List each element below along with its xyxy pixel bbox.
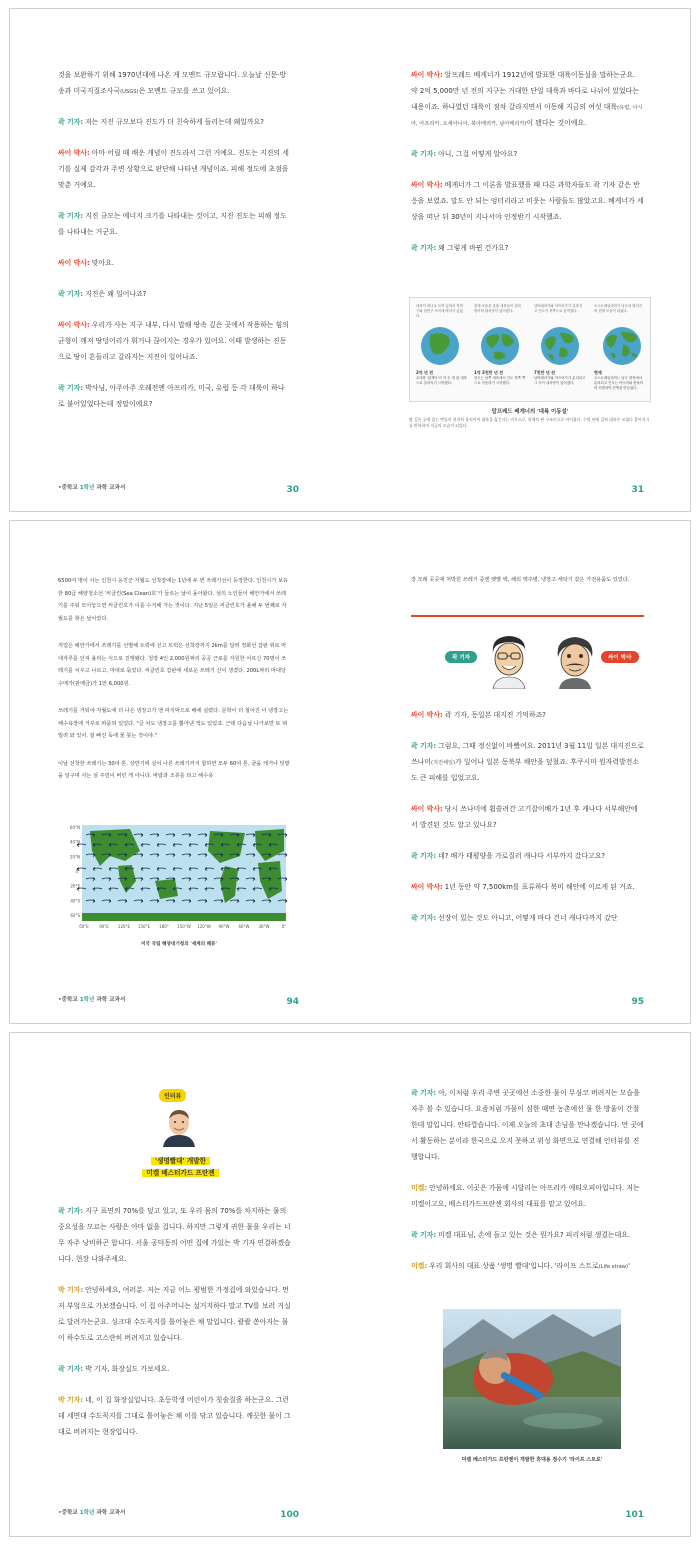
paragraph (411, 707, 644, 723)
paragraph-text: 1년 동안 약 7,500km를 표류하다 북미 해안에 이르게 된 거죠. (444, 883, 635, 891)
paragraph-text: 쓰레기를 거둬야 자월도에 더 나은 냉장고가 앤 마지막으로 배에 실렸다. 문학이 더 철어진 이 냉장고는 해수욕장에 거꾸로 파묻혀 있었다. "글 차도 냉장고를 뽑아낸 적도 있었죠. 근데 다음날 나가보면 또 떠밀려 와 있어. 잘 빠진 독에 물 붓는 것이야." (58, 708, 289, 739)
book-footer: •중학교 1학년 과학 교과서 (58, 997, 126, 1003)
stage-label: 2억 년 전 초대륙 '판게아'가 약 두 개 판 대륙으로 갈라지기 시작했다. (416, 370, 467, 385)
map-y-tick: 0° (75, 869, 80, 874)
doctor-bubble: 싸이 박사 (601, 651, 639, 663)
dialogue-column (411, 67, 644, 271)
speaker-label: 곽 기자: (411, 914, 437, 922)
page-number: 94 (286, 997, 299, 1007)
speaker-label: 싸이 박사: (58, 149, 90, 157)
paragraph-text: 아마 어릴 때 배운 개념이 진도라서 그런 거예요. 진도는 지진의 세기를 실제 감각과 주변 상황으로 판단해 나타낸 개념이죠. 피해 정도에 초점을 맞춘 거예요. (58, 149, 289, 189)
speaker-label: 박 기자: (58, 1286, 84, 1294)
paragraph (58, 1203, 291, 1267)
map-caption: 미국 국립 해양대기청의 '세계의 해류' (141, 942, 217, 947)
page-95 (351, 521, 691, 1023)
map-y-tick: 40°S (70, 898, 80, 904)
stage-caption: 남아메리카와 아프리카가 갈라지고 인도가 북쪽으로 움직였다. (534, 304, 583, 313)
speaker-label: 미켈: (411, 1262, 428, 1270)
paragraph (411, 177, 644, 225)
paragraph (58, 1282, 291, 1346)
paragraph-text: 그럼요, 그때 정신없이 바빴어요. 2011년 3월 11일 일본 대지진으로 쓰나미 (411, 742, 644, 766)
paragraph (411, 1258, 644, 1274)
speaker-label: 곽 기자: (411, 852, 437, 860)
paragraph (58, 640, 291, 690)
book-footer: •중학교 1학년 과학 교과서 (58, 485, 126, 491)
dialogue-column (411, 707, 644, 941)
paragraph-text-tail: 가 일어나 일본 동북부 해안을 덮쳤죠. 후쿠시마 원자력발전소도 큰 피해를 입었고요. (411, 758, 639, 782)
ocean-currents-map (70, 821, 288, 933)
interview-headline-1: '생명빨대' 개발한 (10, 1155, 351, 1165)
inline-note: (유럽, 아시아, 아프리카, 오세아니아, 북아메리카, 남아메리카) (411, 105, 643, 127)
stage-label: 7천만 년 전 남아메리카와 아프리카가 분리되고 그 사이 대서양이 넓어졌다. (534, 370, 586, 385)
speaker-label: 싸이 박사: (411, 805, 443, 813)
paragraph (58, 575, 291, 625)
footer-suffix: 과학 교과서 (96, 485, 126, 491)
figure-description: 땅 깊은 곳에 있는 맨틀이 천천히 움직이며 대륙을 옮긴다는 이론으로, 현재의 판 구조론으로 이어졌다. 수억 년에 걸쳐 대륙은 모였다 흩어지기를 반복하며 지금의 모습이 되었다. (409, 417, 650, 428)
paragraph-text: 안녕하세요. 이곳은 가뭄에 시달리는 아프리카 에티오피아입니다. 저는 미켈이고요, 베스터가드프란센 회사의 대표를 맡고 있어요. (411, 1184, 640, 1208)
footer-prefix: 중학교 (61, 1510, 78, 1516)
speaker-label: 곽 기자: (411, 150, 437, 158)
interview-headline-2: 미켈 베스터가드 프란젠 (10, 1167, 351, 1177)
map-y-tick: 60°S (70, 913, 80, 918)
speaker-label: 싸이 박사: (411, 181, 443, 189)
paragraph-text: 선장이 있는 것도 아니고, 어떻게 바다 건너 캐나다까지 갔단 (438, 914, 618, 922)
article-column (58, 575, 291, 798)
paragraph (411, 1227, 644, 1243)
map-x-tick: 60°E (79, 924, 89, 929)
paragraph-text: 지구 표면의 70%를 덮고 있고, 또 우리 몸의 70%를 차지하는 물의 중요성을 모르는 사람은 아마 없을 겁니다. 하지만 그렇게 귀한 물을 우리는 너무 자주 낭비하곤 합니다. 서울 공덕동의 어떤 집에 가있는 박 기자 연결하겠습니다. 현장 나와주세요. (58, 1207, 291, 1263)
doctor-caricature-icon (553, 633, 597, 689)
paragraph (411, 879, 644, 895)
paragraph-text: 박사님, 아주아주 오래전엔 아프리카, 미국, 유럽 등 각 대륙이 하나로 붙어있었다는데 정말이에요? (58, 384, 285, 408)
map-y-tick: 20°N (70, 854, 80, 860)
continental-drift-figure (409, 297, 651, 402)
paragraph-text-tail: 은 모멘트 규모를 쓰고 있어요. (138, 87, 230, 95)
map-x-tick: 90°E (99, 924, 109, 929)
map-x-tick: 180° (159, 924, 169, 929)
map-x-tick: 120°W (197, 924, 211, 929)
paragraph-text: 박 기자, 화장실도 가보세요. (85, 1365, 170, 1373)
map-x-tick: 60°W (238, 924, 250, 929)
page-number: 31 (631, 485, 644, 495)
paragraph-text: 직업은 해안가에서 쓰레기를 선별해 트럭에 싣고 트럭은 선착장까지 2km를 달려 정화선 갑판 위로 마대자루를 던져 올리는 식으로 진행됐다. 청장 4인 2,000원짜리 공공 근로를 자원한 어르신 70명이 쓰레기를 치우고 나르고, 마대로 묶었다. 씨클린호 갑판에 새로운 쓰레기 산이 생겼다. 200L짜리 마대당 수매가(판매금)가 1만 6,000원. (58, 643, 287, 687)
speaker-label: 미켈: (411, 1184, 428, 1192)
interview-badge: 인터뷰 (159, 1089, 186, 1102)
life-straw-photo (443, 1309, 621, 1449)
paragraph-text: 곽 기자, 동일본 대지진 기억하죠? (444, 711, 546, 719)
article-intro: 장 모래 곳곳에 처박힌 쓰레기 중엔 햇볕 백, 해외 맥주병, 냉장고·세탁기 같은 가전용품도 있었다. (411, 577, 630, 583)
paragraph-text: 안녕하세요, 여러분. 저는 지금 어느 평범한 가정집에 와있습니다. 먼저 부엌으로 가보겠습니다. 이 집 아주머니는 설거지하다 말고 TV를 보러 거실로 달려가는군요. 싱크대 수도꼭지를 틀어놓은 채 말입니다. 콸콸 쏟아지는 물이 하수도로 고스란히 버려지고 있습니다. (58, 1286, 291, 1342)
footer-suffix: 과학 교과서 (96, 997, 126, 1003)
paragraph-text: 지진은 왜 일어나죠? (85, 290, 147, 298)
speaker-label: 곽 기자: (411, 1089, 437, 1097)
spread-pages-94-95 (9, 520, 691, 1024)
page-31 (351, 9, 691, 511)
paragraph (58, 1392, 291, 1440)
speaker-label: 곽 기자: (58, 1365, 84, 1373)
paragraph-text: 당시 쓰나미에 휩쓸려간 고기잡이배가 1년 후 캐나다 서부해안에서 발견된 것도 알고 있나요? (411, 805, 638, 829)
paragraph (58, 317, 291, 365)
speaker-label: 싸이 박사: (411, 71, 443, 79)
paragraph (411, 67, 644, 131)
globe-icon (540, 326, 580, 366)
page-number: 30 (286, 485, 299, 495)
speaker-label: 곽 기자: (58, 290, 84, 298)
paragraph-text: 지진 규모는 에너지 크기를 나타내는 것이고, 지진 진도는 피해 정도를 나타내는 거군요. (58, 212, 287, 236)
globe-icon (420, 326, 460, 366)
paragraph (58, 705, 291, 743)
paragraph-text: 베게너가 그 이론을 발표했을 때 다른 과학자들도 곽 기자 같은 반응을 보였죠. 말도 안 되는 엉터리라고 비웃는 사람들도 많았고요. 베게너가 세상을 떠난 뒤 30년이 지나서야 인정받기 시작했죠. (411, 181, 644, 221)
photo-caption: 미켈 베스터가드 프란젠이 개발한 휴대용 정수기 '라이프 스트로' (461, 1457, 603, 1463)
stage-caption: 오스트레일리아가 남극과 떨어지며 현재 모습이 되었다. (594, 304, 643, 313)
paragraph (58, 380, 291, 412)
spread-pages-100-101 (9, 1032, 691, 1537)
reporter-bubble: 곽 기자 (445, 651, 477, 663)
footer-prefix: 중학교 (61, 997, 78, 1003)
speaker-label: 싸이 박사: (58, 321, 90, 329)
book-footer: •중학교 1학년 과학 교과서 (58, 1510, 126, 1516)
map-x-tick: 0° (281, 924, 287, 929)
reporter-caricature-icon (487, 633, 531, 689)
paragraph (58, 255, 291, 271)
paragraph (58, 67, 291, 99)
speaker-label: 곽 기자: (411, 244, 437, 252)
paragraph (58, 758, 291, 783)
dialogue-column (58, 1203, 291, 1455)
landmass (82, 913, 286, 921)
paragraph (58, 286, 291, 302)
speaker-label: 박 기자: (58, 1396, 84, 1404)
footer-grade: 1학년 (79, 997, 95, 1003)
globe-icon (480, 326, 520, 366)
speaker-label: 싸이 박사: (58, 259, 90, 267)
avatar (161, 1107, 197, 1147)
speaker-label: 싸이 박사: (411, 883, 443, 891)
paragraph-text-tail: ' (628, 1262, 630, 1270)
paragraph-text: 6500여 명이 사는 인천시 옹진군 자월도 선착장에는 1년에 두 번 쓰레기선이 등장한다. 인천시가 보유한 80급 해양청소선 '씨클린(Sea Clean)호'가 들르는 날이 돌아왔다. 섬의 노인들이 해안가에서 쓰레기를 주워 모아놓으면 씨클린호가 이를 수거해 가는 것이다. 지난 5일은 씨클린호가 올해 두 번째로 자월도를 찾은 날이었다. (58, 578, 289, 622)
footer-grade: 1학년 (79, 1510, 95, 1516)
inline-note: (Life straw) (598, 1264, 629, 1270)
speaker-label: 곽 기자: (58, 384, 84, 392)
dialogue-column (58, 67, 291, 427)
paragraph-text: 아니, 그걸 어떻게 알아요? (438, 150, 518, 158)
paragraph-text: 왜 그렇게 바뀐 건가요? (438, 244, 509, 252)
paragraph (411, 240, 644, 256)
section-divider (411, 615, 644, 617)
stage-label: 현재 오스트레일리아는 남극 대륙에서 분리되고 인도는 아시아와 충돌하며 히말라야 산맥을 만들었다. (594, 370, 644, 390)
paragraph-text: 우리가 사는 지구 내부, 다시 말해 땅속 깊은 곳에서 작용하는 힘의 균형이 깨져 땅덩어리가 휘거나 끊어지는 경우가 있어요. 이때 발생하는 진동으로 땅이 흔들리고 갈라지는 지진이 일어나죠. (58, 321, 289, 361)
paragraph (411, 910, 644, 926)
speaker-label: 곽 기자: (58, 1207, 84, 1215)
map-x-tick: 120°E (117, 924, 131, 929)
speaker-label: 곽 기자: (411, 1231, 437, 1239)
paragraph-text: 네? 배가 태평양을 가로질러 캐나다 서부까지 갔다고요? (438, 852, 606, 860)
stage-caption: 대륙이 하나로 모여 있어서 북반구와 남반구 사이에 바다가 있었다. (416, 304, 463, 318)
paragraph-text: 알프레드 베게너가 1912년에 발표한 대륙이동설을 말하는군요. 약 2억 5,000만 년 전의 지구는 거대한 단일 대륙과 바다로 나뉘어 있었다는 내용이죠. 하나였던 대륙이 점차 갈라지면서 이동해 지금의 여섯 대륙 (411, 71, 639, 111)
page-30 (10, 9, 351, 511)
page-number: 95 (631, 997, 644, 1007)
speaker-label: 곽 기자: (58, 212, 84, 220)
page-100 (10, 1033, 351, 1536)
map-x-tick: 150°E (137, 924, 151, 929)
paragraph (58, 208, 291, 240)
footer-suffix: 과학 교과서 (96, 1510, 126, 1516)
stage-label: 1억 3천만 년 전 진도는 남쪽 대륙에서 인도 북쪽 쪽으로 이동하기 시작했다. (474, 370, 526, 385)
speaker-label: 곽 기자: (58, 118, 84, 126)
paragraph (411, 848, 644, 864)
footer-grade: 1학년 (79, 485, 95, 491)
paragraph-text: 것을 보완하기 위해 1970년대에 나온 게 모멘트 규모랍니다. 오늘날 신문·방송과 미국지질조사국 (58, 71, 287, 95)
paragraph (411, 801, 644, 833)
paragraph-text: 미켈 대표님, 손에 들고 있는 것은 뭔가요? 피리처럼 생겼는데요. (438, 1231, 631, 1239)
paragraph-text: 네, 이 집 화장실입니다. 초등학생 어린이가 칫솔질을 하는군요. 그런데 세면대 수도꼭지를 그대로 틀어놓은 채 이를 닦고 있습니다. 깨끗한 물이 그대로 버려지는 현장입니다. (58, 1396, 291, 1436)
globe-icon (602, 326, 642, 366)
paragraph-text: 저는 지진 규모보다 진도가 더 친숙하게 들리는데 왜일까요? (85, 118, 264, 126)
page-number: 100 (280, 1510, 299, 1520)
speaker-label: 곽 기자: (411, 742, 437, 750)
paragraph-text: 우리 회사의 대표 상품 '생명 빨대'입니다. '라이프 스트로 (429, 1262, 599, 1270)
footer-prefix: 중학교 (61, 485, 78, 491)
inline-note: (USGS) (120, 89, 139, 95)
paragraph (58, 145, 291, 193)
figure-title: 알프레드 베게너의 '대륙 이동설' (491, 409, 569, 415)
paragraph (411, 738, 644, 786)
dialogue-column (411, 1085, 644, 1289)
paragraph-text: 맞아요. (91, 259, 114, 267)
paragraph (411, 1085, 644, 1165)
map-y-tick: 20°S (70, 883, 80, 889)
paragraph-text: 이날 선착한 쓰레기는 30여 톤. 상반기에 실어 나른 쓰레기까지 합하면 모두 60여 톤, 굴을 캐거나 텃밭을 일구며 사는 섬 주민이 버린 게 아니다. 바람과 조류를 타고 해수욕 (58, 760, 290, 779)
map-x-tick: 30°W (258, 924, 270, 929)
paragraph (411, 146, 644, 162)
stage-caption: 현재 모습을 갖춘 대륙들이 점차 벌어져 대서양이 넓어졌다. (474, 304, 521, 313)
map-x-tick: 90°W (218, 924, 230, 929)
map-x-tick: 150°W (177, 924, 191, 929)
paragraph (411, 1180, 644, 1212)
page-number: 101 (625, 1510, 644, 1520)
paragraph (58, 114, 291, 130)
map-y-tick: 40°N (70, 839, 80, 845)
speaker-label: 싸이 박사: (411, 711, 443, 719)
spread-pages-30-31 (9, 8, 691, 512)
paragraph (58, 1361, 291, 1377)
paragraph-text: 아, 이처럼 우리 주변 곳곳에선 소중한 물이 무심코 버려지는 모습을 자주 볼 수 있습니다. 요즘처럼 가뭄이 심한 때면 농촌에선 물 한 방울이 간절한데 말입니다. 안타깝습니다. 이제 오늘의 초대 손님을 만나겠습니다. 먼 곳에서 활동하는 분이라 한국으로 오지 못하고 위성 화면으로 연결해 인터뷰를 진행합니다. (411, 1089, 644, 1161)
paragraph-text-tail: 이 됐다는 것이에요. (526, 119, 587, 127)
page-94 (10, 521, 351, 1023)
inline-note: (지진해일) (430, 760, 456, 766)
map-y-tick: 60°N (70, 825, 80, 830)
page-101 (351, 1033, 691, 1536)
